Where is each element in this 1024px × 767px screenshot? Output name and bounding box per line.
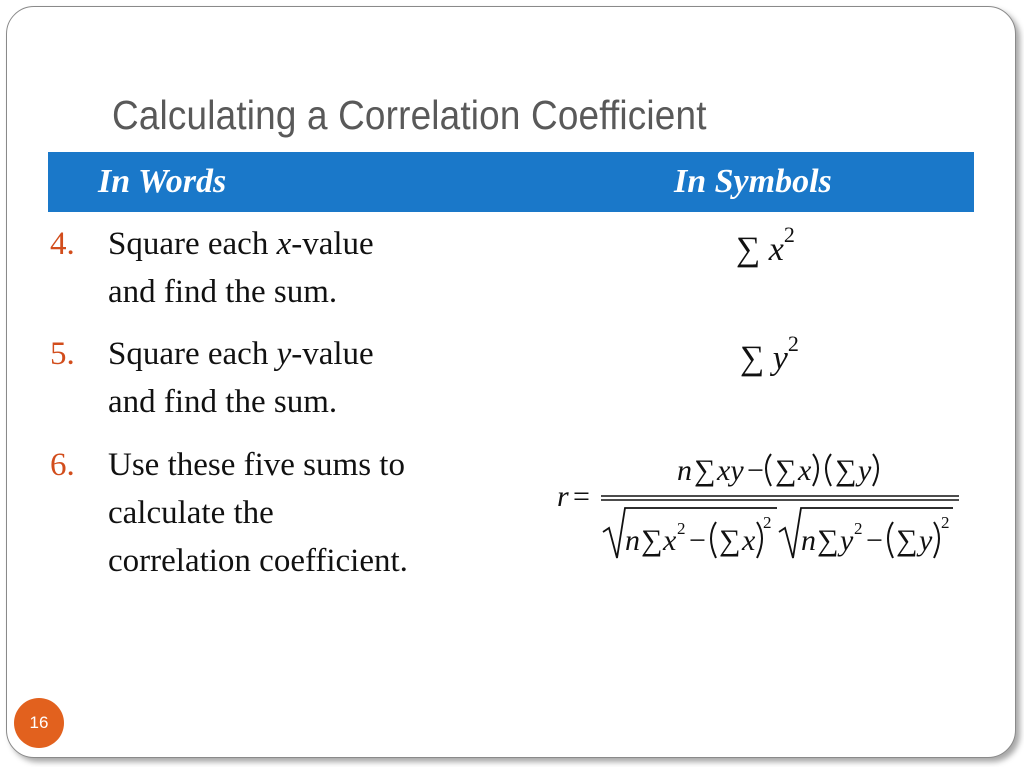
step-line: Square each y-value [108,336,374,372]
svg-text:xy: xy [717,454,744,487]
svg-text:∑: ∑ [817,524,839,557]
step-text [108,441,408,585]
svg-text:2: 2 [854,519,863,538]
svg-text:2: 2 [763,513,772,532]
svg-text:y: y [858,454,872,487]
svg-text:x: x [742,524,756,557]
step-line: Square each x-value [108,226,374,262]
svg-text:y: y [840,524,854,557]
svg-text:=: = [573,480,590,513]
header-in-symbols: In Symbols [674,163,832,200]
correlation-formula [555,440,965,580]
step-number: 5. [50,336,75,372]
step-text [108,220,374,316]
svg-text:x: x [798,454,812,487]
step-number: 4. [50,226,75,262]
symbol-sum-y-squared: ∑ $y^2$ [740,331,799,377]
step-line: and find the sum. [108,384,338,420]
table-header-bar [48,152,974,212]
svg-text:∑: ∑ [641,524,663,557]
svg-text:∑: ∑ [719,524,741,557]
svg-text:−: − [747,454,764,487]
page-number-badge [14,698,64,748]
svg-text:2: 2 [941,513,950,532]
svg-text:x: x [663,524,677,557]
step-text [108,330,374,426]
step-line: Use these five sums to [108,447,405,483]
step-line: and find the sum. [108,274,338,310]
svg-text:−: − [689,524,706,557]
symbol-sum-x-squared: ∑ $x^2$ [736,222,795,268]
svg-text:n: n [625,524,640,557]
svg-text:∑: ∑ [694,454,716,487]
slide-title: Calculating a Correlation Coefficient [112,92,707,138]
svg-text:∑: ∑ [775,454,797,487]
svg-text:r: r [557,480,569,513]
svg-text:n: n [801,524,816,557]
step-number: 6. [50,447,75,483]
svg-text:y: y [919,524,933,557]
svg-text:−: − [866,524,883,557]
page-number: 16 [29,713,49,732]
step-line: correlation coefficient. [108,543,408,579]
header-in-words: In Words [98,163,227,200]
svg-text:∑: ∑ [896,524,918,557]
svg-text:∑: ∑ [835,454,857,487]
svg-text:n: n [677,454,692,487]
svg-text:2: 2 [677,519,686,538]
step-line: calculate the [108,495,274,531]
